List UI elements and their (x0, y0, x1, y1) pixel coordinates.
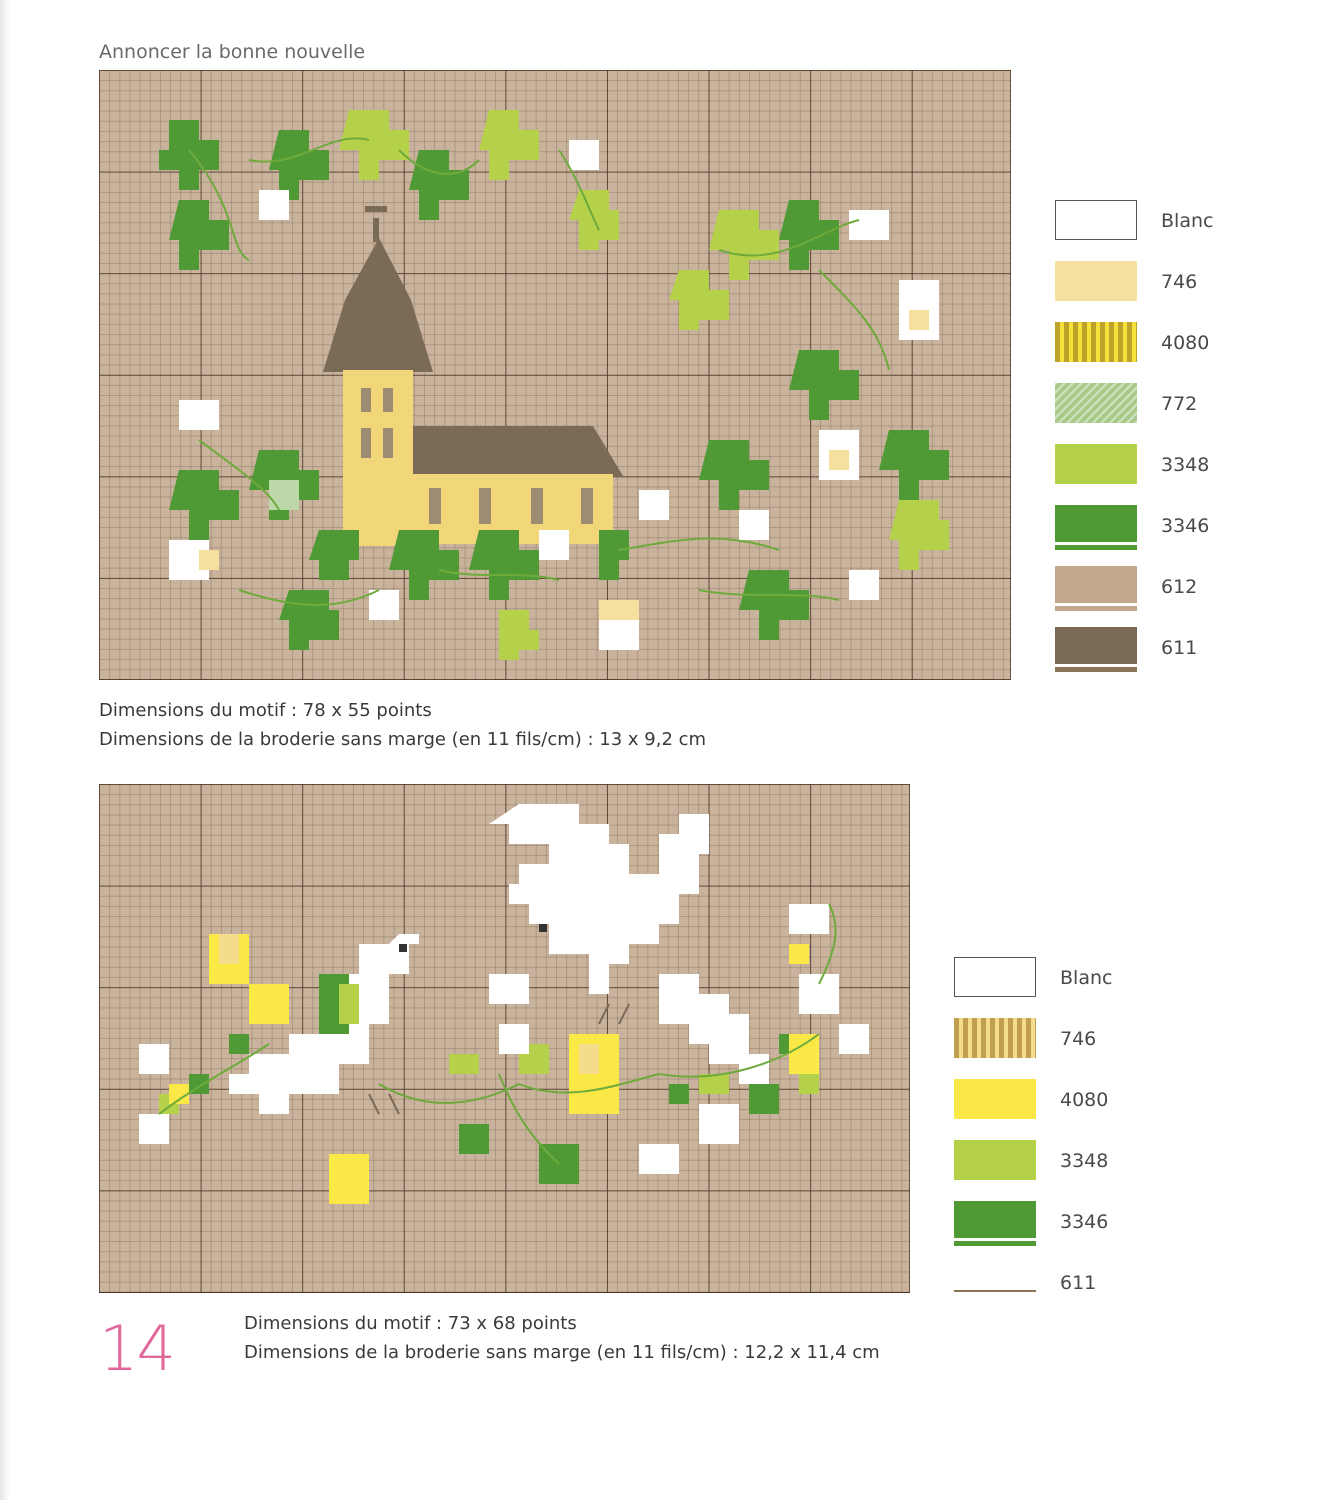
embroidery-value: 12,2 x 11,4 cm (744, 1342, 880, 1363)
steeple-cross (373, 218, 379, 242)
dims-label: Dimensions du motif : (99, 700, 298, 721)
legend-code: 746 (1060, 1028, 1097, 1050)
church-tower (343, 370, 413, 546)
cross-stitch-chart-church (99, 70, 1011, 680)
swatch (1055, 627, 1137, 667)
swatch (1055, 566, 1137, 606)
dims-label: Dimensions du motif : (244, 1313, 443, 1334)
church-motif (99, 70, 1010, 679)
chart2-dimensions (244, 1309, 880, 1367)
legend-code: 611 (1161, 637, 1198, 659)
page-gutter-shadow (0, 0, 10, 1500)
legend-code: 746 (1161, 271, 1198, 293)
dove-eye (539, 924, 547, 932)
legend-code: Blanc (1161, 210, 1214, 232)
swatch (1055, 261, 1137, 301)
swatch (1055, 200, 1137, 240)
legend-code: 3348 (1161, 454, 1210, 476)
legend-code: 3346 (1060, 1211, 1109, 1233)
swatch (954, 957, 1036, 997)
steeple-cross-bar (365, 206, 387, 212)
swatch (954, 1201, 1036, 1241)
swatch (954, 1079, 1036, 1119)
legend-code: Blanc (1060, 967, 1113, 989)
doves-motif (99, 784, 909, 1292)
legend-code: 3346 (1161, 515, 1210, 537)
dims-value: 73 x 68 points (447, 1313, 577, 1334)
flying-dove (489, 804, 769, 1084)
steeple-roof (323, 238, 433, 372)
legend-code: 611 (1060, 1272, 1097, 1294)
swatch (1055, 505, 1137, 545)
legend-code: 4080 (1161, 332, 1210, 354)
embroidery-label: Dimensions de la broderie sans marge (en 11 fils/cm) : (99, 729, 594, 750)
legend-code: 3348 (1060, 1150, 1109, 1172)
cross-stitch-chart-doves (99, 784, 910, 1293)
swatch-line (954, 1290, 1036, 1292)
swatch (954, 1018, 1036, 1058)
legend-code: 4080 (1060, 1089, 1109, 1111)
nave-roof (413, 426, 623, 476)
dove-eye (399, 944, 407, 952)
legend-code: 772 (1161, 393, 1198, 415)
embroidery-value: 13 x 9,2 cm (599, 729, 707, 750)
page-number: 14 (99, 1312, 174, 1385)
section-title: Annoncer la bonne nouvelle (99, 41, 366, 63)
embroidery-label: Dimensions de la broderie sans marge (en 11 fils/cm) : (244, 1342, 739, 1363)
dims-value: 78 x 55 points (302, 700, 432, 721)
swatch (1055, 444, 1137, 484)
swatch (1055, 322, 1137, 362)
swatch (1055, 383, 1137, 423)
legend-code: 612 (1161, 576, 1198, 598)
swatch (954, 1140, 1036, 1180)
chart1-dimensions (99, 696, 706, 754)
